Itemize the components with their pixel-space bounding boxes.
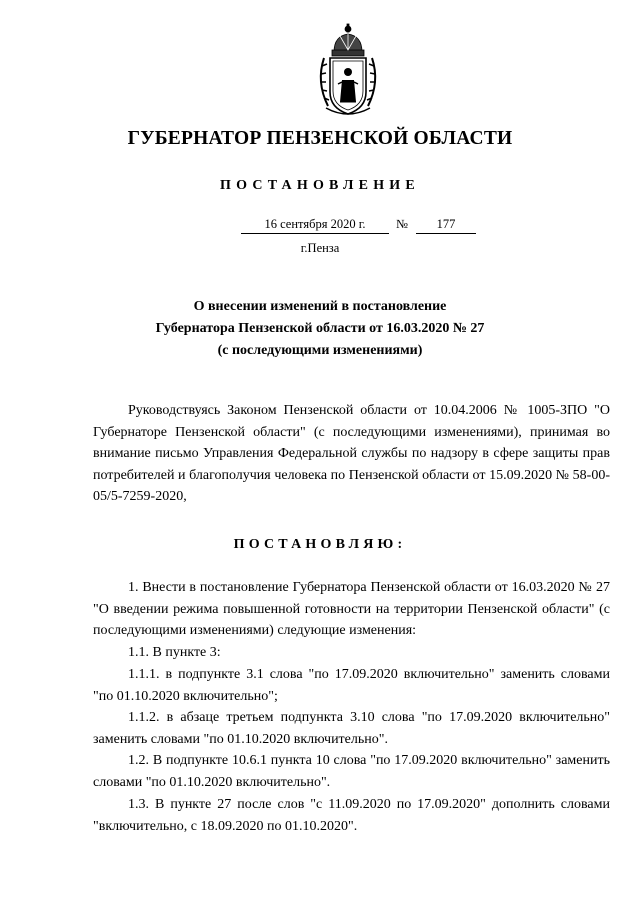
item-paragraph: 1.2. В подпункте 10.6.1 пункта 10 слова "по 17.09.2020 включительно" заменить словами "по 01.10.2020 включительно". [93, 753, 610, 790]
document-type: ПОСТАНОВЛЕНИЕ [220, 178, 420, 193]
item-paragraph: 1.1.2. в абзаце третьем подпункта 3.10 слова "по 17.09.2020 включительно" заменить словами "по 01.10.2020 включительно". [93, 710, 610, 747]
decree-number: 177 [416, 217, 476, 234]
subject-line: (с последующими изменениями) [217, 343, 423, 358]
item-paragraph: 1.1.1. в подпункте 3.1 слова "по 17.09.2020 включительно" заменить словами "по 01.10.2020 включительно"; [93, 667, 610, 704]
subject-line: О внесении изменений в постановление [193, 299, 447, 314]
item-paragraph: 1.1. В пункте 3: [128, 645, 221, 660]
number-sign: № [396, 217, 408, 231]
subject-line: Губернатора Пензенской области от 16.03.2020 № 27 [155, 321, 485, 336]
item-paragraph: 1. Внести в постановление Губернатора Пензенской области от 16.03.2020 № 27 "О введении режима повышенной готовности на территории Пензенской области" (с последующими изменениями) следующие изменения: [93, 580, 610, 638]
resolve-heading: ПОСТАНОВЛЯЮ: [233, 537, 407, 552]
document-subject [0, 296, 640, 362]
item-paragraph: 1.3. В пункте 27 после слов "с 11.09.2020 по 17.09.2020" дополнить словами "включительно, с 18.09.2020 по 01.10.2020". [93, 797, 610, 834]
date-number-line [0, 217, 640, 237]
coat-of-arms-icon [312, 22, 384, 122]
preamble-paragraph: Руководствуясь Законом Пензенской области от 10.04.2006 № 1005-ЗПО "О Губернаторе Пензенской области" (с последующими изменениями), принимая во внимание письмо Управления Федеральной службы по надзору в сфере защиты прав потребителей и благополучия человека по Пензенской области от 15.09.2020 № 58-00-05/5-7259-2020, [93, 403, 610, 504]
city: г.Пенза [300, 241, 340, 255]
issuer-title: ГУБЕРНАТОР ПЕНЗЕНСКОЙ ОБЛАСТИ [127, 128, 513, 149]
decree-date: 16 сентября 2020 г. [241, 217, 389, 234]
